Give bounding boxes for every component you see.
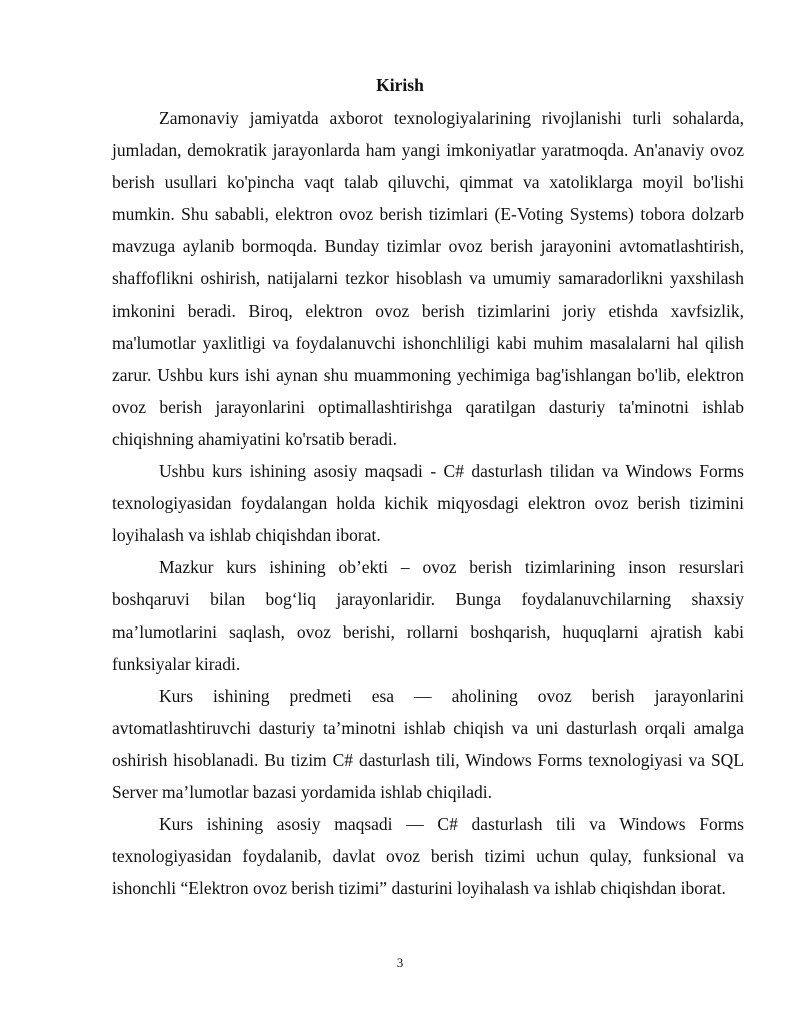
section-title: Kirish	[376, 75, 424, 95]
paragraph-main-goal: Ushbu kurs ishining asosiy maqsadi - C# dasturlash tilidan va Windows Forms texnologiyasidan foydalangan holda kichik miqyosdagi elektron ovoz berish tizimini loyihalash va ishlab chiqishdan iborat.	[112, 461, 744, 546]
paragraph-object: Mazkur kurs ishining ob’ekti – ovoz berish tizimlarining inson resurslari boshqaruvi bilan bog‘liq jarayonlaridir. Bunga foydalanuvchilarning shaxsiy ma’lumotlarini saqlash, ovoz berishi, rollarni boshqarish, huquqlarni ajratish kabi funksiyalar kiradi.	[112, 557, 744, 674]
paragraph-introduction: Zamonaviy jamiyatda axborot texnologiyalarining rivojlanishi turli sohalarda, jumladan, demokratik jarayonlarda ham yangi imkoniyatlar yaratmoqda. An'anaviy ovoz berish usullari ko'pincha vaqt talab qiluvchi, qimmat va xatoliklarga moyil bo'lishi mumkin. Shu sababli, elektron ovoz berish tizimlari (E-Voting Systems) tobora dolzarb mavzuga aylanib bormoqda. Bunday tizimlar ovoz berish jarayonini avtomatlashtirish, shaffoflikni oshirish, natijalarni tezkor hisoblash va umumiy samaradorlikni yaxshilash imkonini beradi. Biroq, elektron ovoz berish tizimlarini joriy etishda xavfsizlik, ma'lumotlar yaxlitligi va foydalanuvchi ishonchliligi kabi muhim masalalarni hal qilish zarur. Ushbu kurs ishi aynan shu muammoning yechimiga bag'ishlangan bo'lib, elektron ovoz berish jarayonlarini optimallashtirishga qaratilgan dasturiy ta'minotni ishlab chiqishning ahamiyatini ko'rsatib beradi.	[112, 108, 744, 449]
paragraph-purpose: Kurs ishining asosiy maqsadi — C# dasturlash tili va Windows Forms texnologiyasidan foydalanib, davlat ovoz berish tizimi uchun qulay, funksional va ishonchli “Elektron ovoz berish tizimi” dasturini loyihalash va ishlab chiqishdan iborat.	[112, 814, 744, 899]
paragraph-subject: Kurs ishining predmeti esa — aholining ovoz berish jarayonlarini avtomatlashtiruvchi dasturiy ta’minotni ishlab chiqish va uni dasturlash orqali amalga oshirish hisoblanadi. Bu tizim C# dasturlash tili, Windows Forms texnologiyasi va SQL Server ma’lumotlar bazasi yordamida ishlab chiqiladi.	[112, 685, 744, 802]
page-number: 3	[396, 955, 404, 970]
body-text	[112, 102, 744, 904]
